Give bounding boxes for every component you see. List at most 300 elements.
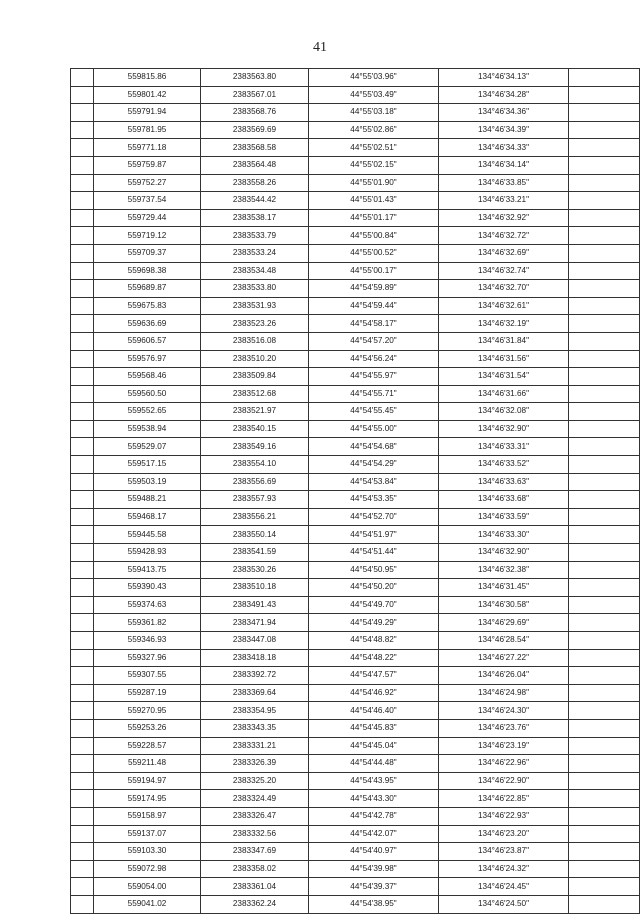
note-cell xyxy=(569,825,640,843)
table-row xyxy=(71,596,640,614)
table-row xyxy=(71,192,640,210)
latitude-cell: 44°55'01.43" xyxy=(309,192,439,210)
row-number-cell xyxy=(71,544,94,562)
row-number-cell xyxy=(71,156,94,174)
note-cell xyxy=(569,297,640,315)
longitude-cell: 134°46'24.50" xyxy=(439,895,569,913)
note-cell xyxy=(569,280,640,298)
latitude-cell: 44°55'01.17" xyxy=(309,209,439,227)
y-coordinate-cell: 2383550.14 xyxy=(201,526,309,544)
table-row xyxy=(71,104,640,122)
x-coordinate-cell: 559517.15 xyxy=(94,456,201,474)
latitude-cell: 44°54'43.30" xyxy=(309,790,439,808)
latitude-cell: 44°54'59.44" xyxy=(309,297,439,315)
x-coordinate-cell: 559194.97 xyxy=(94,772,201,790)
y-coordinate-cell: 2383533.79 xyxy=(201,227,309,245)
latitude-cell: 44°54'54.29" xyxy=(309,456,439,474)
y-coordinate-cell: 2383563.80 xyxy=(201,69,309,87)
row-number-cell xyxy=(71,719,94,737)
row-number-cell xyxy=(71,684,94,702)
latitude-cell: 44°54'46.92" xyxy=(309,684,439,702)
table-row xyxy=(71,385,640,403)
row-number-cell xyxy=(71,526,94,544)
latitude-cell: 44°55'01.90" xyxy=(309,174,439,192)
table-row xyxy=(71,297,640,315)
table-row xyxy=(71,139,640,157)
note-cell xyxy=(569,632,640,650)
y-coordinate-cell: 2383549.16 xyxy=(201,438,309,456)
longitude-cell: 134°46'23.87" xyxy=(439,843,569,861)
y-coordinate-cell: 2383533.24 xyxy=(201,244,309,262)
note-cell xyxy=(569,69,640,87)
x-coordinate-cell: 559576.97 xyxy=(94,350,201,368)
table-row xyxy=(71,526,640,544)
note-cell xyxy=(569,719,640,737)
note-cell xyxy=(569,227,640,245)
row-number-cell xyxy=(71,403,94,421)
row-number-cell xyxy=(71,280,94,298)
table-row xyxy=(71,790,640,808)
y-coordinate-cell: 2383347.69 xyxy=(201,843,309,861)
y-coordinate-cell: 2383538.17 xyxy=(201,209,309,227)
x-coordinate-cell: 559759.87 xyxy=(94,156,201,174)
y-coordinate-cell: 2383362.24 xyxy=(201,895,309,913)
longitude-cell: 134°46'31.56" xyxy=(439,350,569,368)
y-coordinate-cell: 2383533.80 xyxy=(201,280,309,298)
x-coordinate-cell: 559413.75 xyxy=(94,561,201,579)
x-coordinate-cell: 559327.96 xyxy=(94,649,201,667)
table-row xyxy=(71,719,640,737)
longitude-cell: 134°46'23.19" xyxy=(439,737,569,755)
note-cell xyxy=(569,385,640,403)
row-number-cell xyxy=(71,737,94,755)
longitude-cell: 134°46'33.52" xyxy=(439,456,569,474)
x-coordinate-cell: 559270.95 xyxy=(94,702,201,720)
note-cell xyxy=(569,473,640,491)
table-row xyxy=(71,86,640,104)
longitude-cell: 134°46'29.69" xyxy=(439,614,569,632)
note-cell xyxy=(569,667,640,685)
longitude-cell: 134°46'33.21" xyxy=(439,192,569,210)
latitude-cell: 44°54'55.45" xyxy=(309,403,439,421)
x-coordinate-cell: 559445.58 xyxy=(94,526,201,544)
table-row xyxy=(71,121,640,139)
row-number-cell xyxy=(71,508,94,526)
y-coordinate-cell: 2383361.04 xyxy=(201,878,309,896)
latitude-cell: 44°54'51.44" xyxy=(309,544,439,562)
row-number-cell xyxy=(71,192,94,210)
x-coordinate-cell: 559054.00 xyxy=(94,878,201,896)
y-coordinate-cell: 2383541.59 xyxy=(201,544,309,562)
row-number-cell xyxy=(71,139,94,157)
row-number-cell xyxy=(71,121,94,139)
x-coordinate-cell: 559228.57 xyxy=(94,737,201,755)
note-cell xyxy=(569,438,640,456)
y-coordinate-cell: 2383512.68 xyxy=(201,385,309,403)
longitude-cell: 134°46'28.54" xyxy=(439,632,569,650)
x-coordinate-cell: 559374.63 xyxy=(94,596,201,614)
note-cell xyxy=(569,684,640,702)
row-number-cell xyxy=(71,244,94,262)
table-row xyxy=(71,156,640,174)
x-coordinate-cell: 559689.87 xyxy=(94,280,201,298)
table-row xyxy=(71,473,640,491)
row-number-cell xyxy=(71,262,94,280)
y-coordinate-cell: 2383509.84 xyxy=(201,368,309,386)
longitude-cell: 134°46'24.98" xyxy=(439,684,569,702)
table-row xyxy=(71,174,640,192)
x-coordinate-cell: 559781.95 xyxy=(94,121,201,139)
y-coordinate-cell: 2383325.20 xyxy=(201,772,309,790)
table-row xyxy=(71,544,640,562)
x-coordinate-cell: 559468.17 xyxy=(94,508,201,526)
row-number-cell xyxy=(71,297,94,315)
x-coordinate-cell: 559698.38 xyxy=(94,262,201,280)
latitude-cell: 44°54'48.82" xyxy=(309,632,439,650)
x-coordinate-cell: 559752.27 xyxy=(94,174,201,192)
x-coordinate-cell: 559158.97 xyxy=(94,807,201,825)
y-coordinate-cell: 2383491.43 xyxy=(201,596,309,614)
latitude-cell: 44°54'56.24" xyxy=(309,350,439,368)
x-coordinate-cell: 559538.94 xyxy=(94,420,201,438)
table-row xyxy=(71,632,640,650)
table-row xyxy=(71,368,640,386)
longitude-cell: 134°46'32.69" xyxy=(439,244,569,262)
note-cell xyxy=(569,561,640,579)
table-row xyxy=(71,332,640,350)
latitude-cell: 44°54'49.29" xyxy=(309,614,439,632)
longitude-cell: 134°46'31.66" xyxy=(439,385,569,403)
x-coordinate-cell: 559737.54 xyxy=(94,192,201,210)
table-row xyxy=(71,420,640,438)
latitude-cell: 44°55'02.51" xyxy=(309,139,439,157)
longitude-cell: 134°46'27.22" xyxy=(439,649,569,667)
table-row xyxy=(71,403,640,421)
longitude-cell: 134°46'31.54" xyxy=(439,368,569,386)
table-row xyxy=(71,227,640,245)
y-coordinate-cell: 2383544.42 xyxy=(201,192,309,210)
longitude-cell: 134°46'24.30" xyxy=(439,702,569,720)
latitude-cell: 44°54'42.07" xyxy=(309,825,439,843)
row-number-cell xyxy=(71,772,94,790)
row-number-cell xyxy=(71,209,94,227)
note-cell xyxy=(569,895,640,913)
longitude-cell: 134°46'33.59" xyxy=(439,508,569,526)
y-coordinate-cell: 2383569.69 xyxy=(201,121,309,139)
x-coordinate-cell: 559428.93 xyxy=(94,544,201,562)
y-coordinate-cell: 2383558.26 xyxy=(201,174,309,192)
row-number-cell xyxy=(71,596,94,614)
latitude-cell: 44°54'55.71" xyxy=(309,385,439,403)
x-coordinate-cell: 559211.48 xyxy=(94,755,201,773)
longitude-cell: 134°46'33.68" xyxy=(439,491,569,509)
y-coordinate-cell: 2383326.47 xyxy=(201,807,309,825)
note-cell xyxy=(569,860,640,878)
y-coordinate-cell: 2383510.18 xyxy=(201,579,309,597)
row-number-cell xyxy=(71,473,94,491)
row-number-cell xyxy=(71,702,94,720)
latitude-cell: 44°55'03.18" xyxy=(309,104,439,122)
latitude-cell: 44°54'45.83" xyxy=(309,719,439,737)
y-coordinate-cell: 2383418.18 xyxy=(201,649,309,667)
row-number-cell xyxy=(71,491,94,509)
row-number-cell xyxy=(71,227,94,245)
row-number-cell xyxy=(71,315,94,333)
x-coordinate-cell: 559529.07 xyxy=(94,438,201,456)
x-coordinate-cell: 559709.37 xyxy=(94,244,201,262)
longitude-cell: 134°46'32.08" xyxy=(439,403,569,421)
latitude-cell: 44°54'57.20" xyxy=(309,332,439,350)
y-coordinate-cell: 2383343.35 xyxy=(201,719,309,737)
table-row xyxy=(71,315,640,333)
y-coordinate-cell: 2383568.76 xyxy=(201,104,309,122)
latitude-cell: 44°55'00.52" xyxy=(309,244,439,262)
x-coordinate-cell: 559361.82 xyxy=(94,614,201,632)
row-number-cell xyxy=(71,667,94,685)
latitude-cell: 44°55'03.96" xyxy=(309,69,439,87)
note-cell xyxy=(569,104,640,122)
longitude-cell: 134°46'30.58" xyxy=(439,596,569,614)
x-coordinate-cell: 559287.19 xyxy=(94,684,201,702)
x-coordinate-cell: 559771.18 xyxy=(94,139,201,157)
y-coordinate-cell: 2383369.64 xyxy=(201,684,309,702)
note-cell xyxy=(569,491,640,509)
y-coordinate-cell: 2383530.26 xyxy=(201,561,309,579)
x-coordinate-cell: 559636.69 xyxy=(94,315,201,333)
y-coordinate-cell: 2383534.48 xyxy=(201,262,309,280)
x-coordinate-cell: 559253.26 xyxy=(94,719,201,737)
x-coordinate-cell: 559137.07 xyxy=(94,825,201,843)
table-row xyxy=(71,508,640,526)
longitude-cell: 134°46'22.85" xyxy=(439,790,569,808)
latitude-cell: 44°54'43.95" xyxy=(309,772,439,790)
y-coordinate-cell: 2383521.97 xyxy=(201,403,309,421)
y-coordinate-cell: 2383523.26 xyxy=(201,315,309,333)
latitude-cell: 44°54'58.17" xyxy=(309,315,439,333)
x-coordinate-cell: 559072.98 xyxy=(94,860,201,878)
longitude-cell: 134°46'34.33" xyxy=(439,139,569,157)
y-coordinate-cell: 2383354.95 xyxy=(201,702,309,720)
note-cell xyxy=(569,192,640,210)
longitude-cell: 134°46'32.19" xyxy=(439,315,569,333)
row-number-cell xyxy=(71,438,94,456)
x-coordinate-cell: 559606.57 xyxy=(94,332,201,350)
latitude-cell: 44°54'46.40" xyxy=(309,702,439,720)
y-coordinate-cell: 2383447.08 xyxy=(201,632,309,650)
y-coordinate-cell: 2383392.72 xyxy=(201,667,309,685)
row-number-cell xyxy=(71,878,94,896)
longitude-cell: 134°46'33.63" xyxy=(439,473,569,491)
y-coordinate-cell: 2383567.01 xyxy=(201,86,309,104)
y-coordinate-cell: 2383332.56 xyxy=(201,825,309,843)
x-coordinate-cell: 559552.65 xyxy=(94,403,201,421)
latitude-cell: 44°54'55.97" xyxy=(309,368,439,386)
note-cell xyxy=(569,86,640,104)
x-coordinate-cell: 559503.19 xyxy=(94,473,201,491)
longitude-cell: 134°46'32.92" xyxy=(439,209,569,227)
row-number-cell xyxy=(71,104,94,122)
y-coordinate-cell: 2383564.48 xyxy=(201,156,309,174)
note-cell xyxy=(569,174,640,192)
note-cell xyxy=(569,843,640,861)
table-row xyxy=(71,649,640,667)
table-row xyxy=(71,262,640,280)
note-cell xyxy=(569,544,640,562)
y-coordinate-cell: 2383554.10 xyxy=(201,456,309,474)
note-cell xyxy=(569,878,640,896)
latitude-cell: 44°54'52.70" xyxy=(309,508,439,526)
row-number-cell xyxy=(71,561,94,579)
latitude-cell: 44°54'47.57" xyxy=(309,667,439,685)
x-coordinate-cell: 559307.55 xyxy=(94,667,201,685)
longitude-cell: 134°46'23.76" xyxy=(439,719,569,737)
x-coordinate-cell: 559103.30 xyxy=(94,843,201,861)
longitude-cell: 134°46'34.28" xyxy=(439,86,569,104)
table-row xyxy=(71,772,640,790)
note-cell xyxy=(569,508,640,526)
note-cell xyxy=(569,209,640,227)
latitude-cell: 44°54'55.00" xyxy=(309,420,439,438)
longitude-cell: 134°46'22.96" xyxy=(439,755,569,773)
row-number-cell xyxy=(71,385,94,403)
latitude-cell: 44°54'51.97" xyxy=(309,526,439,544)
latitude-cell: 44°55'03.49" xyxy=(309,86,439,104)
y-coordinate-cell: 2383557.93 xyxy=(201,491,309,509)
table-row xyxy=(71,895,640,913)
coordinates-table-body xyxy=(71,69,640,914)
row-number-cell xyxy=(71,579,94,597)
latitude-cell: 44°54'39.37" xyxy=(309,878,439,896)
latitude-cell: 44°54'53.35" xyxy=(309,491,439,509)
y-coordinate-cell: 2383516.08 xyxy=(201,332,309,350)
longitude-cell: 134°46'32.90" xyxy=(439,420,569,438)
latitude-cell: 44°54'42.78" xyxy=(309,807,439,825)
table-row xyxy=(71,561,640,579)
row-number-cell xyxy=(71,350,94,368)
y-coordinate-cell: 2383324.49 xyxy=(201,790,309,808)
table-row xyxy=(71,843,640,861)
longitude-cell: 134°46'32.72" xyxy=(439,227,569,245)
note-cell xyxy=(569,649,640,667)
x-coordinate-cell: 559801.42 xyxy=(94,86,201,104)
x-coordinate-cell: 559488.21 xyxy=(94,491,201,509)
table-row xyxy=(71,702,640,720)
table-row xyxy=(71,69,640,87)
y-coordinate-cell: 2383556.21 xyxy=(201,508,309,526)
y-coordinate-cell: 2383471.94 xyxy=(201,614,309,632)
longitude-cell: 134°46'34.14" xyxy=(439,156,569,174)
table-row xyxy=(71,614,640,632)
x-coordinate-cell: 559568.46 xyxy=(94,368,201,386)
note-cell xyxy=(569,702,640,720)
x-coordinate-cell: 559390.43 xyxy=(94,579,201,597)
row-number-cell xyxy=(71,843,94,861)
y-coordinate-cell: 2383326.39 xyxy=(201,755,309,773)
latitude-cell: 44°54'48.22" xyxy=(309,649,439,667)
x-coordinate-cell: 559346.93 xyxy=(94,632,201,650)
latitude-cell: 44°54'45.04" xyxy=(309,737,439,755)
note-cell xyxy=(569,755,640,773)
latitude-cell: 44°55'00.17" xyxy=(309,262,439,280)
row-number-cell xyxy=(71,174,94,192)
note-cell xyxy=(569,772,640,790)
latitude-cell: 44°54'44.48" xyxy=(309,755,439,773)
longitude-cell: 134°46'31.84" xyxy=(439,332,569,350)
table-row xyxy=(71,684,640,702)
table-row xyxy=(71,280,640,298)
y-coordinate-cell: 2383556.69 xyxy=(201,473,309,491)
y-coordinate-cell: 2383568.58 xyxy=(201,139,309,157)
row-number-cell xyxy=(71,755,94,773)
row-number-cell xyxy=(71,649,94,667)
longitude-cell: 134°46'31.45" xyxy=(439,579,569,597)
latitude-cell: 44°54'49.70" xyxy=(309,596,439,614)
latitude-cell: 44°54'53.84" xyxy=(309,473,439,491)
longitude-cell: 134°46'33.30" xyxy=(439,526,569,544)
y-coordinate-cell: 2383358.02 xyxy=(201,860,309,878)
table-row xyxy=(71,456,640,474)
note-cell xyxy=(569,139,640,157)
note-cell xyxy=(569,403,640,421)
row-number-cell xyxy=(71,632,94,650)
longitude-cell: 134°46'32.74" xyxy=(439,262,569,280)
table-row xyxy=(71,491,640,509)
note-cell xyxy=(569,350,640,368)
row-number-cell xyxy=(71,69,94,87)
note-cell xyxy=(569,596,640,614)
note-cell xyxy=(569,262,640,280)
latitude-cell: 44°54'50.20" xyxy=(309,579,439,597)
latitude-cell: 44°54'54.68" xyxy=(309,438,439,456)
row-number-cell xyxy=(71,614,94,632)
y-coordinate-cell: 2383540.15 xyxy=(201,420,309,438)
x-coordinate-cell: 559729.44 xyxy=(94,209,201,227)
y-coordinate-cell: 2383510.20 xyxy=(201,350,309,368)
row-number-cell xyxy=(71,456,94,474)
table-row xyxy=(71,878,640,896)
latitude-cell: 44°54'38.95" xyxy=(309,895,439,913)
x-coordinate-cell: 559719.12 xyxy=(94,227,201,245)
row-number-cell xyxy=(71,332,94,350)
latitude-cell: 44°54'40.97" xyxy=(309,843,439,861)
note-cell xyxy=(569,368,640,386)
coordinates-table xyxy=(70,68,640,914)
longitude-cell: 134°46'24.45" xyxy=(439,878,569,896)
note-cell xyxy=(569,614,640,632)
note-cell xyxy=(569,244,640,262)
longitude-cell: 134°46'33.85" xyxy=(439,174,569,192)
table-row xyxy=(71,209,640,227)
row-number-cell xyxy=(71,895,94,913)
note-cell xyxy=(569,156,640,174)
table-row xyxy=(71,350,640,368)
note-cell xyxy=(569,807,640,825)
note-cell xyxy=(569,526,640,544)
longitude-cell: 134°46'22.93" xyxy=(439,807,569,825)
table-row xyxy=(71,667,640,685)
x-coordinate-cell: 559560.50 xyxy=(94,385,201,403)
latitude-cell: 44°54'50.95" xyxy=(309,561,439,579)
x-coordinate-cell: 559041.02 xyxy=(94,895,201,913)
longitude-cell: 134°46'26.04" xyxy=(439,667,569,685)
longitude-cell: 134°46'33.31" xyxy=(439,438,569,456)
latitude-cell: 44°54'59.89" xyxy=(309,280,439,298)
note-cell xyxy=(569,332,640,350)
table-row xyxy=(71,825,640,843)
latitude-cell: 44°55'00.84" xyxy=(309,227,439,245)
row-number-cell xyxy=(71,807,94,825)
x-coordinate-cell: 559815.86 xyxy=(94,69,201,87)
